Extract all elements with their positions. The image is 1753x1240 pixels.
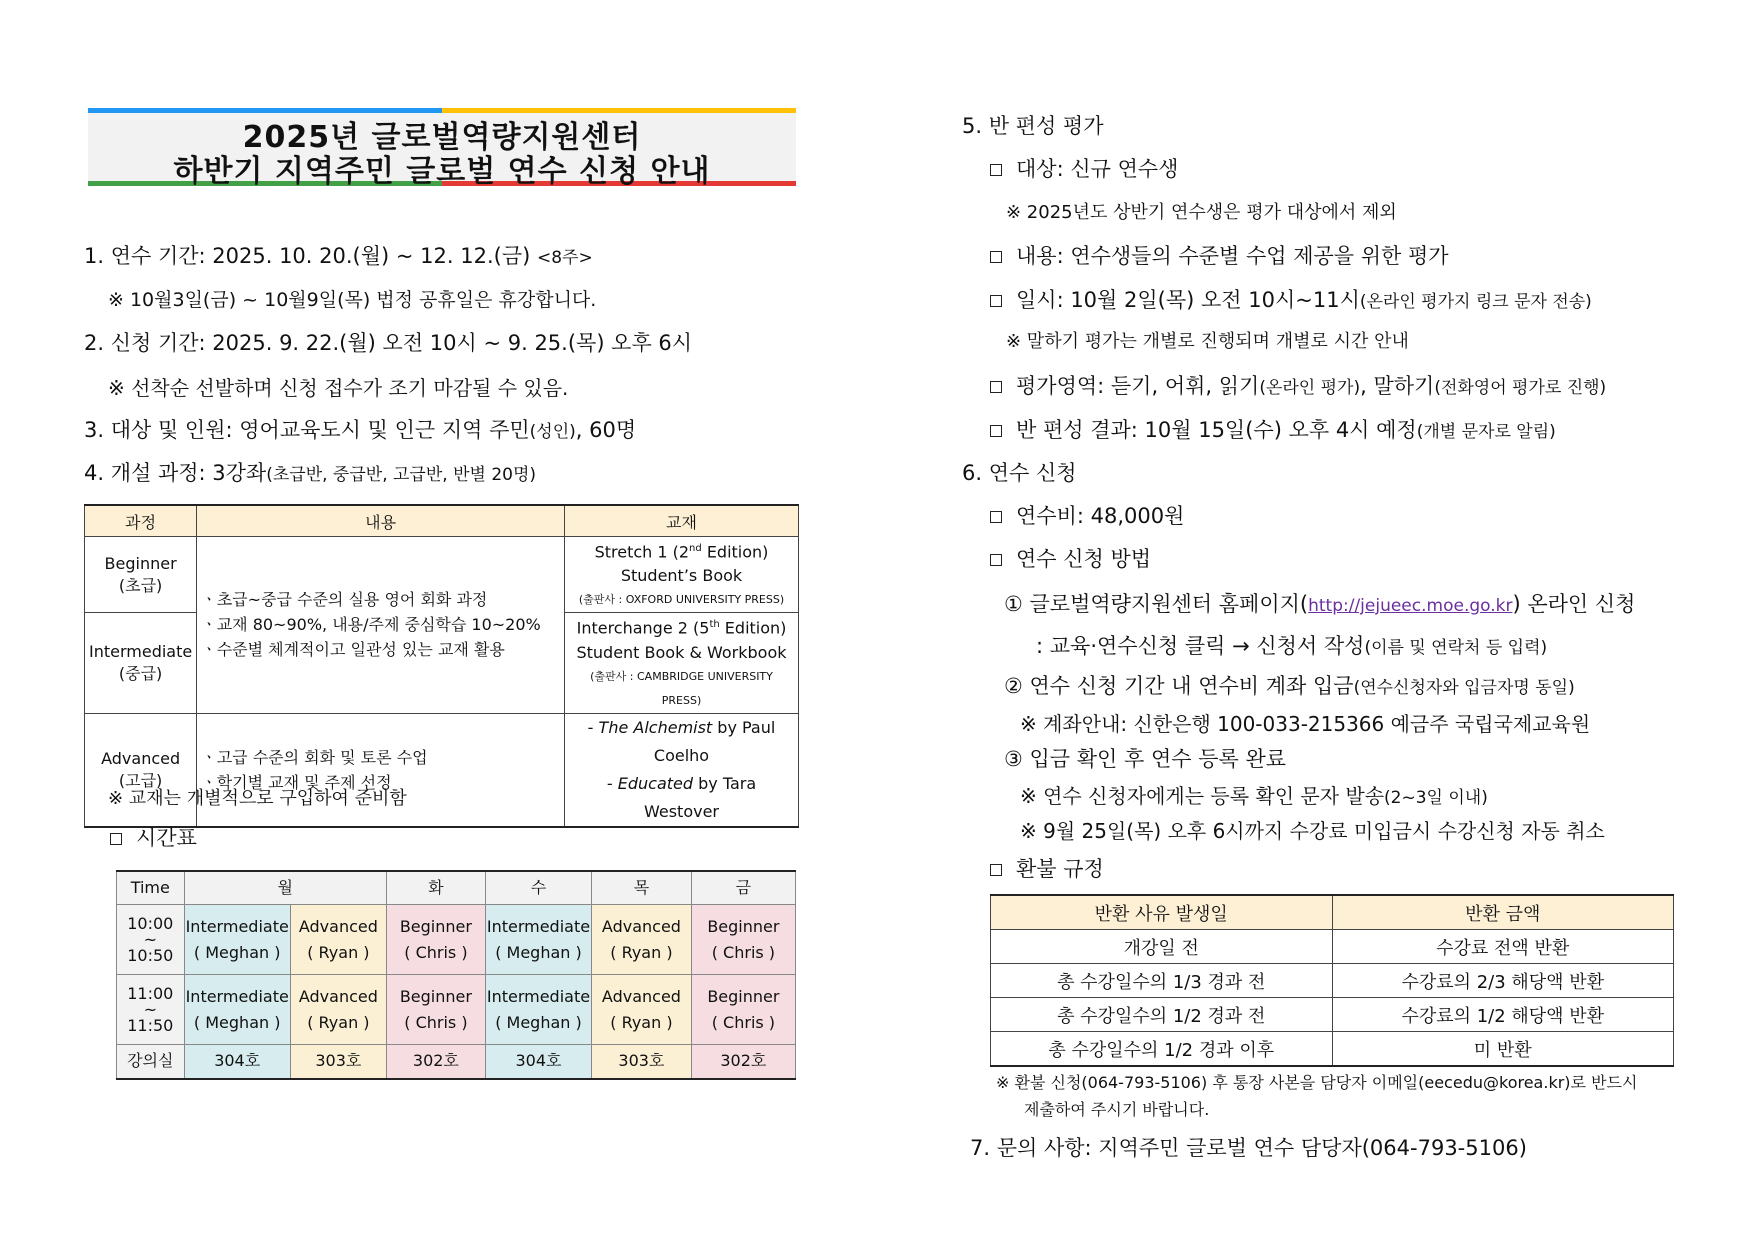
title-box (88, 108, 796, 189)
schedule-header-fri: 금 (691, 871, 795, 905)
target-item: 대상: 신규 연수생 (990, 153, 1178, 183)
refund-header-reason: 반환 사유 발생일 (991, 895, 1333, 930)
refund-note-1: ※ 환불 신청(064-793-5106) 후 통장 사본을 담당자 이메일(eecedu@korea.kr)로 반드시 (996, 1073, 1638, 1092)
section-5-placement: 5. 반 편성 평가 (962, 114, 1104, 138)
book-stretch: Stretch 1 (2nd Edition) Student’s Book (출판사 : OXFORD UNIVERSITY PRESS) (565, 537, 799, 613)
schedule-cell: Advanced ( Ryan ) (290, 905, 386, 975)
time-slot-2: 11:00 ~ 11:50 (117, 975, 185, 1045)
square-bullet-icon (990, 511, 1002, 523)
schedule-cell: Advanced ( Ryan ) (290, 975, 386, 1045)
holiday-note: ※ 10월3일(금) ~ 10월9일(목) 법정 공휴일은 휴강합니다. (108, 289, 597, 311)
schedule-cell: Intermediate ( Meghan ) (184, 905, 290, 975)
account-note: ※ 계좌안내: 신한은행 100-033-215366 예금주 국립국제교육원 (1020, 712, 1591, 736)
section-4-courses: 4. 개설 과정: 3강좌(초급반, 중급반, 고급반, 반별 20명) (84, 461, 537, 485)
title-line-1: 2025년 글로벌역량지원센터 (242, 120, 642, 155)
speaking-note: ※ 말하기 평가는 개별로 진행되며 개별로 시간 안내 (1006, 331, 1409, 352)
schedule-cell: Advanced ( Ryan ) (592, 905, 692, 975)
refund-cell: 총 수강일수의 1/2 경과 전 (991, 998, 1333, 1032)
schedule-cell: Advanced ( Ryan ) (592, 975, 692, 1045)
time-slot-1: 10:00 ~ 10:50 (117, 905, 185, 975)
schedule-cell: Beginner ( Chris ) (386, 975, 485, 1045)
schedule-cell: Intermediate ( Meghan ) (184, 975, 290, 1045)
schedule-header-thu: 목 (592, 871, 692, 905)
book-purchase-note: ※ 교재는 개별적으로 구입하여 준비함 (108, 788, 407, 809)
homepage-link[interactable]: http://jejueec.moe.go.kr (1308, 596, 1513, 616)
refund-cell: 미 반환 (1332, 1032, 1674, 1067)
schedule-cell: Intermediate ( Meghan ) (485, 975, 591, 1045)
schedule-header-mon: 월 (184, 871, 386, 905)
first-come-note: ※ 선착순 선발하며 신청 접수가 조기 마감될 수 있음. (108, 376, 569, 400)
refund-cell: 수강료 전액 반환 (1332, 930, 1674, 964)
room-cell: 304호 (485, 1045, 591, 1079)
room-cell: 303호 (290, 1045, 386, 1079)
step-1: ① 글로벌역량지원센터 홈페이지(http://jejueec.moe.go.kr) 온라인 신청 (1004, 592, 1636, 616)
book-interchange: Interchange 2 (5th Edition) Student Book & Workbook (출판사 : CAMBRIDGE UNIVERSITY PRESS) (565, 613, 799, 713)
course-header-course: 과정 (85, 505, 197, 537)
schedule-header-wed: 수 (485, 871, 591, 905)
schedule-header-time: Time (117, 871, 185, 905)
cancel-note: ※ 9월 25일(목) 오후 6시까지 수강료 미입금시 수강신청 자동 취소 (1020, 819, 1605, 843)
schedule-cell: Intermediate ( Meghan ) (485, 905, 591, 975)
refund-cell: 수강료의 2/3 해당액 반환 (1332, 964, 1674, 998)
room-label: 강의실 (117, 1045, 185, 1079)
title-line-2: 하반기 지역주민 글로벌 연수 신청 안내 (173, 154, 711, 189)
square-bullet-icon (990, 164, 1002, 176)
refund-cell: 개강일 전 (991, 930, 1333, 964)
content-item: 내용: 연수생들의 수준별 수업 제공을 위한 평가 (990, 240, 1449, 270)
step-2: ② 연수 신청 기간 내 연수비 계좌 입금(연수신청자와 입금자명 동일) (1004, 674, 1575, 698)
step-1-sub: : 교육·연수신청 클릭 → 신청서 작성(이름 및 연락처 등 입력) (1036, 634, 1548, 658)
course-advanced: Advanced (고급) (85, 713, 197, 827)
course-table (84, 504, 799, 828)
refund-cell: 총 수강일수의 1/2 경과 이후 (991, 1032, 1333, 1067)
refund-header-amount: 반환 금액 (1332, 895, 1674, 930)
square-bullet-icon (990, 251, 1002, 263)
course-content-advanced: ㆍ고급 수준의 회화 및 토론 수업 ㆍ학기별 교재 및 주제 선정 (197, 713, 565, 827)
section-1-period: 1. 연수 기간: 2025. 10. 20.(월) ~ 12. 12.(금) <8주> (84, 244, 593, 268)
section-6-application: 6. 연수 신청 (962, 461, 1077, 485)
square-bullet-icon (990, 381, 1002, 393)
square-bullet-icon (990, 554, 1002, 566)
step-3: ③ 입금 확인 후 연수 등록 완료 (1004, 747, 1287, 771)
room-cell: 304호 (184, 1045, 290, 1079)
refund-heading: 환불 규정 (990, 853, 1104, 883)
schedule-cell: Beginner ( Chris ) (691, 905, 795, 975)
schedule-table (116, 870, 796, 1080)
date-item: 일시: 10월 2일(목) 오전 10시~11시(온라인 평가지 링크 문자 전송) (990, 284, 1592, 314)
method-item: 연수 신청 방법 (990, 543, 1151, 573)
course-header-book: 교재 (565, 505, 799, 537)
room-cell: 302호 (691, 1045, 795, 1079)
schedule-cell: Beginner ( Chris ) (691, 975, 795, 1045)
section-3-target: 3. 대상 및 인원: 영어교육도시 및 인근 지역 주민(성인), 60명 (84, 418, 637, 442)
room-cell: 302호 (386, 1045, 485, 1079)
course-beginner: Beginner (초급) (85, 537, 197, 613)
square-bullet-icon (990, 864, 1002, 876)
room-cell: 303호 (592, 1045, 692, 1079)
book-advanced-list: - The Alchemist by Paul Coelho - Educated by Tara Westover (565, 713, 799, 827)
section-2-application-period: 2. 신청 기간: 2025. 9. 22.(월) 오전 10시 ~ 9. 25.(목) 오후 6시 (84, 331, 693, 355)
section-7-contact: 7. 문의 사항: 지역주민 글로벌 연수 담당자(064-793-5106) (970, 1136, 1527, 1160)
confirm-note: ※ 연수 신청자에게는 등록 확인 문자 발송(2~3일 이내) (1020, 784, 1488, 808)
area-item: 평가영역: 듣기, 어휘, 읽기(온라인 평가), 말하기(전화영어 평가로 진행) (990, 370, 1606, 400)
refund-table (990, 894, 1674, 1067)
result-item: 반 편성 결과: 10월 15일(수) 오후 4시 예정(개별 문자로 알림) (990, 414, 1556, 444)
refund-cell: 총 수강일수의 1/3 경과 전 (991, 964, 1333, 998)
refund-note-2: 제출하여 주시기 바랍니다. (1024, 1100, 1210, 1119)
course-header-content: 내용 (197, 505, 565, 537)
course-intermediate: Intermediate (중급) (85, 613, 197, 713)
refund-cell: 수강료의 1/2 해당액 반환 (1332, 998, 1674, 1032)
square-bullet-icon (990, 425, 1002, 437)
square-bullet-icon (990, 295, 1002, 307)
timetable-heading: 시간표 (110, 822, 197, 852)
course-content-basic: ㆍ초급~중급 수준의 실용 영어 회화 과정 ㆍ교재 80~90%, 내용/주제 중심학습 10~20% ㆍ수준별 체계적이고 일관성 있는 교재 활용 (197, 537, 565, 714)
schedule-header-tue: 화 (386, 871, 485, 905)
square-bullet-icon (110, 833, 122, 845)
target-note: ※ 2025년도 상반기 연수생은 평가 대상에서 제외 (1006, 202, 1397, 223)
fee-item: 연수비: 48,000원 (990, 500, 1184, 530)
schedule-cell: Beginner ( Chris ) (386, 905, 485, 975)
